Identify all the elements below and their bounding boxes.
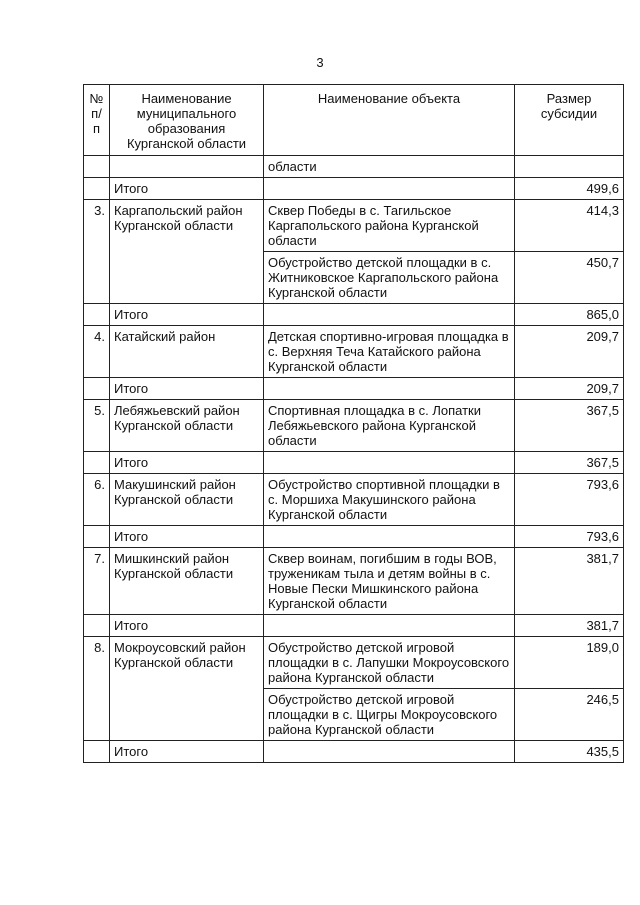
municipality-name: Мокроусовский район Курганской области [110,637,264,741]
object-name: Детская спортивно-игровая площадка в с. Верхняя Теча Катайского района Курганской области [264,326,515,378]
total-value: 499,6 [515,178,624,200]
municipality-name: Макушинский район Курганской области [110,474,264,526]
cell-object [264,741,515,763]
row-number: 3. [84,200,110,304]
total-value: 793,6 [515,526,624,548]
total-label: Итого [110,741,264,763]
carry-over-row [84,156,624,178]
object-name: Обустройство спортивной площадки в с. Моршиха Макушинского района Курганской области [264,474,515,526]
cell-num [84,526,110,548]
subsidy-amount: 209,7 [515,326,624,378]
row-number: 6. [84,474,110,526]
cell-amount [515,156,624,178]
total-value: 381,7 [515,615,624,637]
subsidy-amount: 414,3 [515,200,624,252]
subsidy-table [83,84,624,763]
cell-num [84,741,110,763]
object-name: Обустройство детской игровой площадки в с. Лапушки Мокроусовского района Курганской области [264,637,515,689]
subsidy-amount: 246,5 [515,689,624,741]
table-row [84,326,624,378]
total-value: 209,7 [515,378,624,400]
header-row [84,85,624,156]
cell-object [264,304,515,326]
municipality-name: Катайский район [110,326,264,378]
total-label: Итого [110,526,264,548]
cell-num [84,304,110,326]
header-amount: Размер субсидии [515,85,624,156]
cell-num [84,378,110,400]
total-label: Итого [110,615,264,637]
total-value: 435,5 [515,741,624,763]
cell-object [264,526,515,548]
total-value: 865,0 [515,304,624,326]
subsidy-amount: 381,7 [515,548,624,615]
total-row [84,452,624,474]
cell-object [264,615,515,637]
total-row [84,178,624,200]
total-label: Итого [110,178,264,200]
row-number: 5. [84,400,110,452]
total-row [84,741,624,763]
header-municipality: Наименование муниципального образования Курганской области [110,85,264,156]
total-label: Итого [110,378,264,400]
object-name: Спортивная площадка в с. Лопатки Лебяжьевского района Курганской области [264,400,515,452]
subsidy-amount: 189,0 [515,637,624,689]
table-row [84,637,624,689]
subsidy-amount: 793,6 [515,474,624,526]
total-row [84,304,624,326]
table-header [84,85,624,156]
total-label: Итого [110,304,264,326]
cell-municipality [110,156,264,178]
object-name: Обустройство детской игровой площадки в с. Щигры Мокроусовского района Курганской области [264,689,515,741]
subsidy-amount: 367,5 [515,400,624,452]
cell-num [84,178,110,200]
row-number: 7. [84,548,110,615]
table-row [84,400,624,452]
table-body [84,156,624,763]
total-row [84,378,624,400]
cell-object: области [264,156,515,178]
object-name: Сквер воинам, погибшим в годы ВОВ, труженикам тыла и детям войны в с. Новые Пески Мишкинского района Курганской области [264,548,515,615]
object-name: Сквер Победы в с. Тагильское Каргапольского района Курганской области [264,200,515,252]
cell-object [264,378,515,400]
total-label: Итого [110,452,264,474]
cell-num [84,156,110,178]
cell-num [84,452,110,474]
cell-num [84,615,110,637]
total-value: 367,5 [515,452,624,474]
row-number: 8. [84,637,110,741]
municipality-name: Каргапольский район Курганской области [110,200,264,304]
header-num: № п/п [84,85,110,156]
cell-object [264,452,515,474]
municipality-name: Лебяжьевский район Курганской области [110,400,264,452]
total-row [84,615,624,637]
table-row [84,474,624,526]
subsidy-amount: 450,7 [515,252,624,304]
table-row [84,548,624,615]
page-number: 3 [316,55,324,70]
header-object: Наименование объекта [264,85,515,156]
table-row [84,200,624,252]
row-number: 4. [84,326,110,378]
cell-object [264,178,515,200]
municipality-name: Мишкинский район Курганской области [110,548,264,615]
object-name: Обустройство детской площадки в с. Житниковское Каргапольского района Курганской области [264,252,515,304]
total-row [84,526,624,548]
